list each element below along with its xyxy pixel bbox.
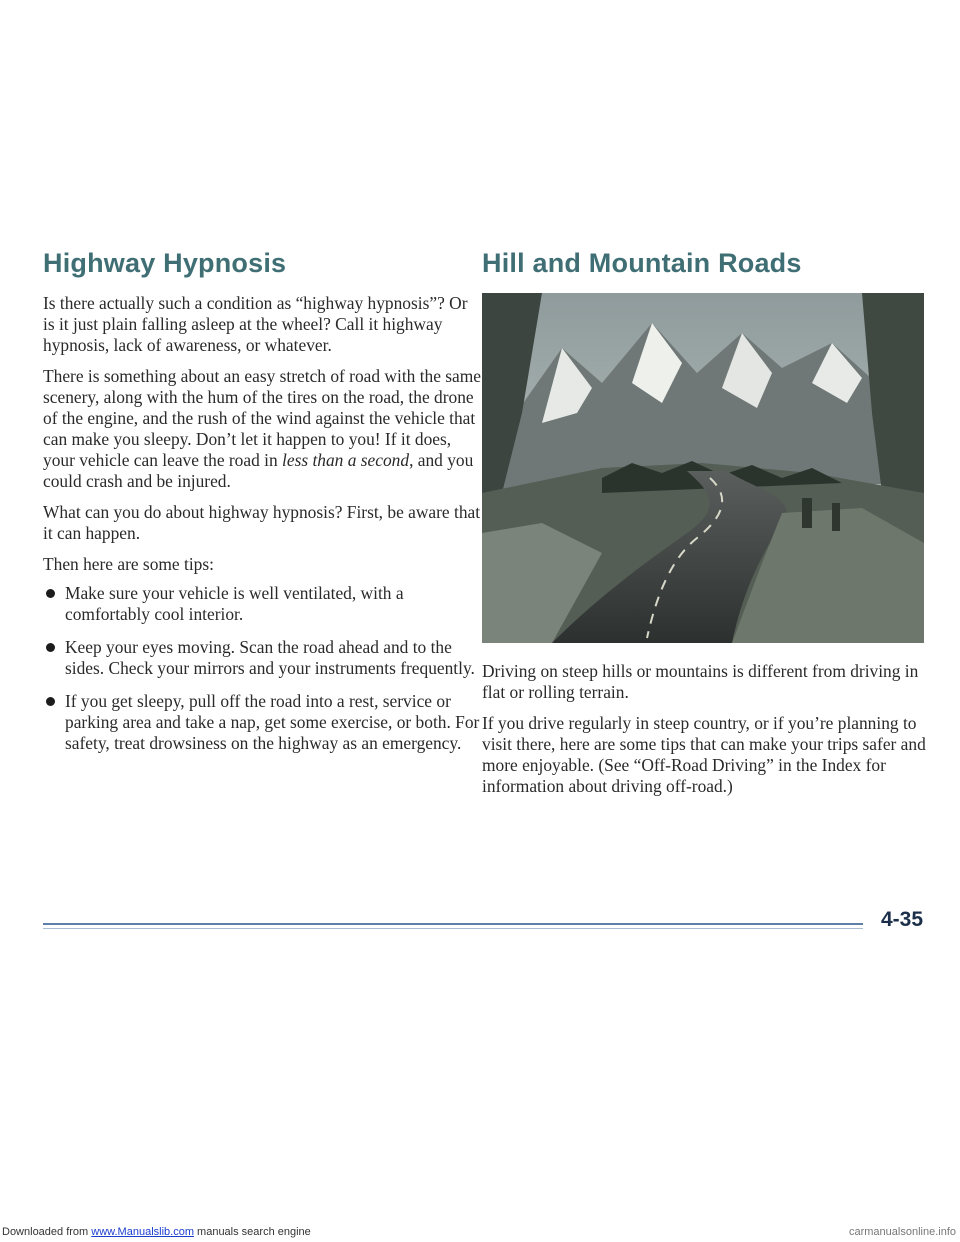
tip-text: Keep your eyes moving. Scan the road ahead and to the sides. Check your mirrors and your instruments frequently. — [65, 637, 475, 678]
list-item — [43, 583, 483, 625]
left-column — [43, 248, 483, 766]
paragraph-what-can-you-do: What can you do about highway hypnosis? First, be aware that it can happen. — [43, 502, 481, 543]
paragraph-tips-intro: Then here are some tips: — [43, 554, 214, 574]
mountain-road-illustration — [482, 293, 924, 643]
divider — [43, 923, 863, 925]
footer-prefix: Downloaded from — [2, 1226, 92, 1238]
section-heading-hill-mountain-roads: Hill and Mountain Roads — [482, 248, 802, 278]
tips-list — [43, 583, 483, 754]
paragraph-steep-hills: Driving on steep hills or mountains is different from driving in flat or rolling terrain. — [482, 661, 919, 702]
paragraph-intro: Is there actually such a condition as “highway hypnosis”? Or is it just plain falling asleep at the wheel? Call it highway hypnosis, lack of awareness, or whatever. — [43, 293, 468, 355]
paragraph-sleepy — [43, 366, 483, 492]
tip-text: If you get sleepy, pull off the road into a rest, service or parking area and take a nap, get some exercise, or both. For safety, treat drowsiness on the highway as an emergency. — [65, 691, 480, 753]
paragraph-steep-country: If you drive regularly in steep country, or if you’re planning to visit there, here are some tips that can make your trips safer and more enjoyable. (See “Off-Road Driving” in the Index for information about driving off-road.) — [482, 713, 926, 796]
download-footer — [2, 1226, 311, 1238]
right-column — [482, 248, 932, 807]
bullet-icon — [46, 643, 55, 652]
manualslib-link[interactable]: www.Manualslib.com — [91, 1226, 194, 1238]
section-heading-highway-hypnosis: Highway Hypnosis — [43, 248, 287, 278]
tip-text: Make sure your vehicle is well ventilated, with a comfortably cool interior. — [65, 583, 404, 624]
paragraph-sleepy-text: There is something about an easy stretch of road with the same scenery, along with the hum of the tires on the road, the drone of the engine, and the rush of the wind against the vehicle that can make you sleepy. Don’t let it happen to you! If it does, your vehicle can leave the road in — [43, 366, 482, 470]
footer-suffix: manuals search engine — [193, 1226, 311, 1238]
emphasis-less-than-a-second: less than a second — [282, 450, 410, 470]
mountain-road-picture — [482, 293, 924, 643]
divider — [43, 928, 863, 929]
list-item — [43, 637, 483, 679]
list-item — [43, 691, 483, 754]
page-number: 4-35 — [880, 908, 923, 931]
paragraph-sleepy-end: , and you could crash and be injured. — [43, 450, 474, 491]
bullet-icon — [46, 697, 55, 706]
bullet-icon — [46, 589, 55, 598]
page-footer-rule — [43, 900, 933, 940]
watermark: carmanualsonline.info — [848, 1226, 956, 1238]
